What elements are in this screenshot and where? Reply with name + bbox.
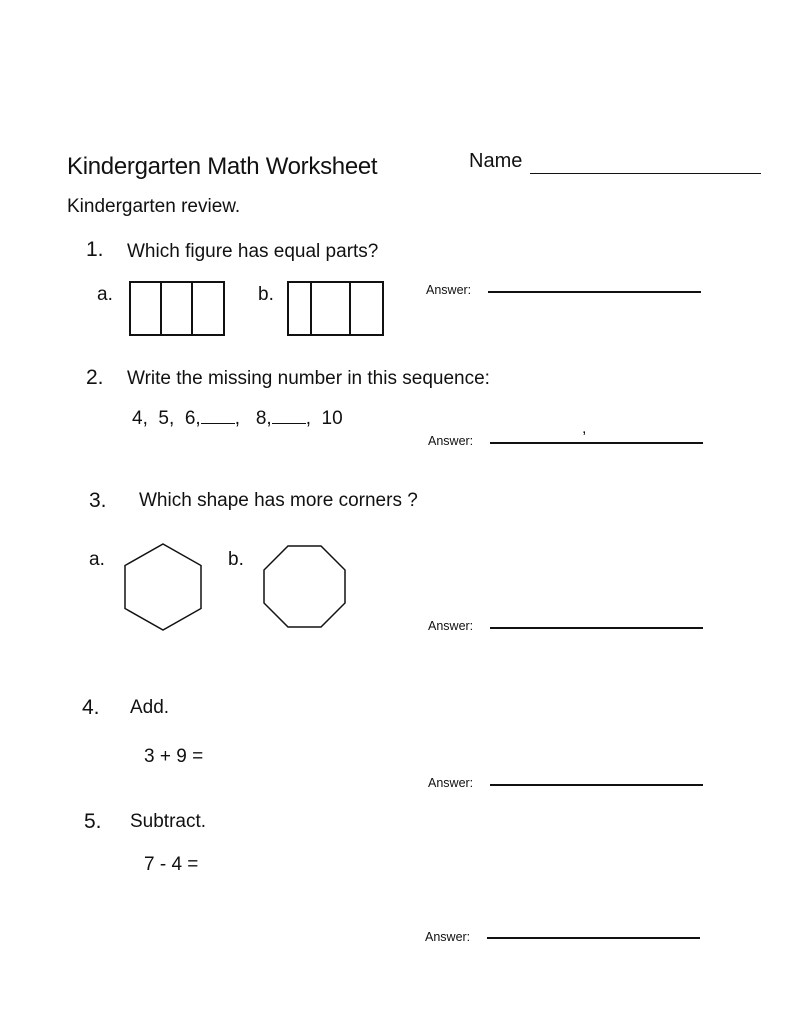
question-1-number: 1. — [86, 238, 104, 261]
question-3-number: 3. — [89, 489, 107, 512]
question-1-answer-label: Answer: — [426, 283, 472, 297]
equal-parts-rectangle-figure — [129, 281, 225, 336]
sequence-item: 6, — [184, 408, 201, 429]
sequence-blank-1[interactable] — [201, 409, 235, 424]
unequal-parts-rectangle-figure — [287, 281, 384, 336]
question-4-text: Add. — [130, 697, 170, 718]
question-3-text: Which shape has more corners ? — [139, 490, 418, 511]
question-1-option-b-label: b. — [258, 284, 274, 305]
question-4-answer-line[interactable] — [490, 784, 703, 786]
sequence-item: 5, — [158, 408, 175, 429]
question-2-answer-separator: , — [582, 420, 587, 437]
question-2-answer-label: Answer: — [428, 434, 474, 448]
question-4-expression: 3 + 9 = — [144, 746, 204, 767]
question-1-text: Which figure has equal parts? — [127, 241, 379, 262]
question-3-option-b-label: b. — [228, 549, 244, 570]
number-sequence — [132, 408, 343, 430]
question-5-answer-line[interactable] — [487, 937, 700, 939]
question-5-number: 5. — [84, 810, 102, 833]
question-2-answer-line[interactable] — [490, 442, 703, 444]
question-5-answer-label: Answer: — [425, 930, 471, 944]
question-4-number: 4. — [82, 696, 100, 719]
question-1-answer-line[interactable] — [488, 291, 701, 293]
sequence-item: , — [234, 408, 240, 429]
name-field-line[interactable] — [530, 173, 761, 174]
sequence-item: , — [305, 408, 311, 429]
sequence-blank-2[interactable] — [272, 409, 306, 424]
question-3-answer-line[interactable] — [490, 627, 703, 629]
question-1-option-a-label: a. — [97, 284, 113, 305]
worksheet-subtitle: Kindergarten review. — [67, 196, 241, 217]
question-3-answer-label: Answer: — [428, 619, 474, 633]
octagon-figure — [263, 545, 346, 628]
sequence-item: 4, — [132, 408, 148, 429]
question-4-answer-label: Answer: — [428, 776, 474, 790]
hexagon-figure — [124, 543, 202, 631]
question-5-text: Subtract. — [130, 811, 207, 832]
question-2-number: 2. — [86, 366, 104, 389]
sequence-item: 8, — [255, 408, 272, 429]
name-label: Name — [469, 150, 523, 172]
question-2-text: Write the missing number in this sequence: — [127, 368, 490, 389]
question-5-expression: 7 - 4 = — [144, 854, 199, 875]
sequence-item: 10 — [321, 408, 343, 429]
worksheet-title: Kindergarten Math Worksheet — [67, 153, 378, 180]
question-3-option-a-label: a. — [89, 549, 105, 570]
